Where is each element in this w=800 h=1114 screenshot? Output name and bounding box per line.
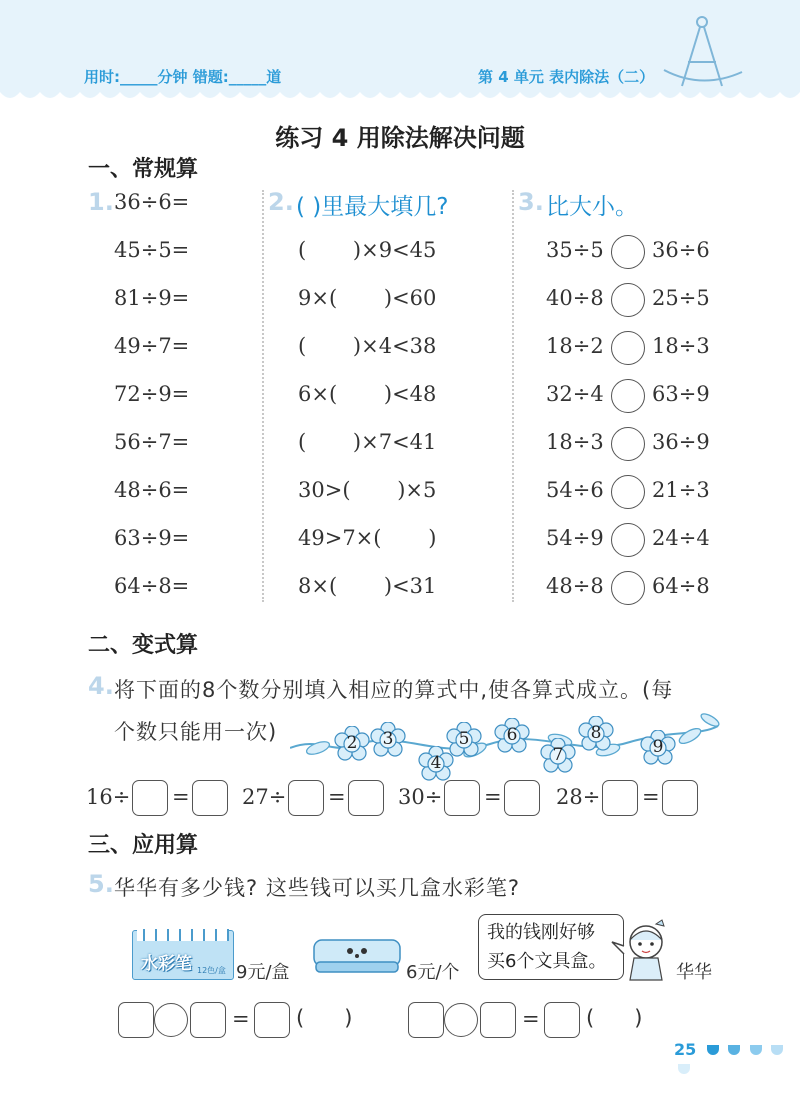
- compare-circle[interactable]: [611, 571, 645, 605]
- watercolor-count: 12色/盒: [197, 966, 226, 975]
- q3-number: 3.: [518, 188, 544, 216]
- page-dot: [678, 1064, 690, 1074]
- equation-dividend: 16÷: [86, 785, 131, 809]
- q3-right-expression: 63÷9: [652, 382, 710, 406]
- header-unit: 第 4 单元 表内除法（二）: [478, 68, 655, 86]
- q2-expression: 9×( )<60: [298, 286, 437, 310]
- equals-sign: =: [328, 785, 346, 809]
- q2-expression: 49>7×( ): [298, 526, 437, 550]
- flower-number: [370, 722, 406, 758]
- q1-expression: 49÷7=: [114, 334, 190, 358]
- pens-icon: [137, 929, 229, 941]
- equation-dividend: 27÷: [242, 785, 287, 809]
- page-dot: [728, 1045, 740, 1055]
- equals-sign: =: [232, 1007, 250, 1031]
- page-title: 练习 4 用除法解决问题: [275, 124, 525, 152]
- q4-text-line2: 个数只能用一次): [114, 720, 278, 744]
- compare-circle[interactable]: [611, 427, 645, 461]
- flower-number-label: 2: [346, 733, 358, 753]
- flower-number-label: 6: [506, 725, 518, 745]
- page-number-bar: [674, 1040, 800, 1078]
- equation-dividend: 28÷: [556, 785, 601, 809]
- answer-box[interactable]: [288, 780, 324, 816]
- q2-expression: 30>( )×5: [298, 478, 437, 502]
- unit-parentheses: ( ): [586, 1006, 643, 1030]
- answer-box[interactable]: [444, 780, 480, 816]
- answer-box[interactable]: [602, 780, 638, 816]
- watercolor-brand: 水彩笔: [141, 954, 192, 974]
- operator-circle[interactable]: [154, 1003, 188, 1037]
- q3-right-expression: 36÷9: [652, 430, 710, 454]
- q3-left-expression: 18÷2: [546, 334, 604, 358]
- price-watercolor: 9元/盒: [236, 962, 290, 983]
- answer-box[interactable]: [348, 780, 384, 816]
- q1-expression: 64÷8=: [114, 574, 190, 598]
- q3-left-expression: 40÷8: [546, 286, 604, 310]
- flower-number-label: 8: [590, 723, 602, 743]
- equals-sign: =: [522, 1007, 540, 1031]
- q1-expression: 56÷7=: [114, 430, 190, 454]
- compare-circle[interactable]: [611, 475, 645, 509]
- answer-box[interactable]: [504, 780, 540, 816]
- page-dot: [750, 1045, 762, 1055]
- equals-sign: =: [642, 785, 660, 809]
- q3-right-expression: 24÷4: [652, 526, 710, 550]
- equals-sign: =: [484, 785, 502, 809]
- q1-expression: 48÷6=: [114, 478, 190, 502]
- q3-left-expression: 54÷9: [546, 526, 604, 550]
- q3-heading: 比大小。: [546, 194, 638, 220]
- bubble-line2: 买6个文具盒。: [487, 951, 607, 972]
- section-variant: 二、变式算: [88, 633, 199, 658]
- flower-number-label: 3: [382, 729, 394, 749]
- q2-expression: ( )×4<38: [298, 334, 437, 358]
- compare-circle[interactable]: [611, 331, 645, 365]
- flower-number-label: 7: [552, 745, 564, 765]
- flower-number: [640, 730, 676, 766]
- q4-number: 4.: [88, 672, 114, 700]
- flower-number: [446, 722, 482, 758]
- q2-expression: ( )×7<41: [298, 430, 437, 454]
- bubble-line1: 我的钱刚好够: [487, 922, 595, 943]
- page-number: 25: [674, 1040, 697, 1059]
- equals-sign: =: [172, 785, 190, 809]
- q2-heading: ( )里最大填几?: [296, 194, 449, 220]
- girl-avatar: [610, 916, 674, 984]
- divider-2: [512, 190, 514, 602]
- flower-number-label: 4: [430, 753, 442, 773]
- flower-number: [578, 716, 614, 752]
- header-band: [0, 0, 800, 110]
- page-dot: [707, 1045, 719, 1055]
- q2-number: 2.: [268, 188, 294, 216]
- divider-1: [262, 190, 264, 602]
- answer-box[interactable]: [254, 1002, 290, 1038]
- unit-parentheses: ( ): [296, 1006, 353, 1030]
- answer-box[interactable]: [480, 1002, 516, 1038]
- flower-number: [540, 738, 576, 774]
- price-pencil-case: 6元/个: [406, 962, 460, 983]
- q2-expression: 8×( )<31: [298, 574, 437, 598]
- equation-dividend: 30÷: [398, 785, 443, 809]
- compare-circle[interactable]: [611, 379, 645, 413]
- answer-box[interactable]: [192, 780, 228, 816]
- q3-left-expression: 48÷8: [546, 574, 604, 598]
- compare-circle[interactable]: [611, 523, 645, 557]
- q3-right-expression: 25÷5: [652, 286, 710, 310]
- q1-expression: 72÷9=: [114, 382, 190, 406]
- page-dot: [771, 1045, 783, 1055]
- person-name: 华华: [676, 962, 712, 983]
- q3-left-expression: 54÷6: [546, 478, 604, 502]
- compare-circle[interactable]: [611, 235, 645, 269]
- flower-number-label: 9: [652, 737, 664, 757]
- flower-number: [334, 726, 370, 762]
- section-regular: 一、常规算: [88, 157, 199, 182]
- q3-right-expression: 21÷3: [652, 478, 710, 502]
- pencil-case-icon: [312, 936, 402, 976]
- watercolor-box-image: [132, 930, 234, 980]
- q3-left-expression: 32÷4: [546, 382, 604, 406]
- q2-expression: 6×( )<48: [298, 382, 437, 406]
- answer-box[interactable]: [190, 1002, 226, 1038]
- compare-circle[interactable]: [611, 283, 645, 317]
- answer-box[interactable]: [132, 780, 168, 816]
- q5-number: 5.: [88, 870, 114, 898]
- section-applied: 三、应用算: [88, 833, 199, 858]
- answer-box[interactable]: [408, 1002, 444, 1038]
- q4-text-line1: 将下面的8个数分别填入相应的算式中,使各算式成立。(每: [114, 678, 674, 702]
- flower-number: [494, 718, 530, 754]
- header-time-errors: 用时:_____分钟 错题:_____道: [84, 68, 282, 86]
- answer-box[interactable]: [118, 1002, 154, 1038]
- q1-first: 36÷6=: [114, 190, 190, 214]
- operator-circle[interactable]: [444, 1003, 478, 1037]
- q1-expression: 45÷5=: [114, 238, 190, 262]
- q3-right-expression: 64÷8: [652, 574, 710, 598]
- q3-left-expression: 35÷5: [546, 238, 604, 262]
- flower-number-label: 5: [458, 729, 470, 749]
- q3-right-expression: 36÷6: [652, 238, 710, 262]
- q2-expression: ( )×9<45: [298, 238, 437, 262]
- q1-expression: 81÷9=: [114, 286, 190, 310]
- q3-right-expression: 18÷3: [652, 334, 710, 358]
- q3-left-expression: 18÷3: [546, 430, 604, 454]
- q1-expression: 63÷9=: [114, 526, 190, 550]
- q5-text: 华华有多少钱? 这些钱可以买几盒水彩笔?: [114, 876, 520, 900]
- answer-box[interactable]: [662, 780, 698, 816]
- q1-number: 1.: [88, 188, 114, 216]
- speech-bubble: [478, 914, 624, 980]
- answer-box[interactable]: [544, 1002, 580, 1038]
